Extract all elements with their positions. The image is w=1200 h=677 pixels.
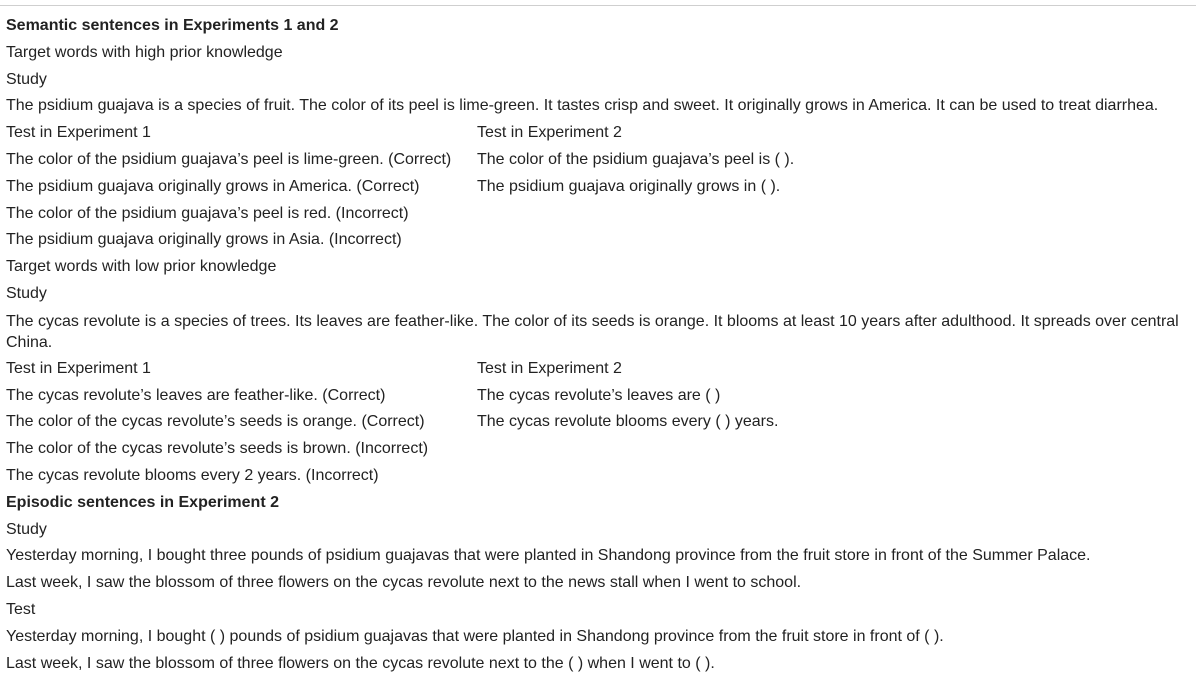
episodic-study-sentence-text: Yesterday morning, I bought three pounds of psidium guajavas that were planted in Shandong province from the fruit store in front of the Summer Palace. [6,547,1091,565]
exp1-test-sentence: The cycas revolute blooms every 2 years. (Incorrect) [6,466,379,484]
test-sentence-row [6,409,1192,436]
exp1-test-sentence: The color of the cycas revolute’s seeds is orange. (Correct) [6,413,425,431]
stimuli-table [6,13,1192,677]
section-heading [6,13,1192,40]
table-top-rule [0,5,1196,6]
test-sentence-row [6,201,1192,228]
exp1-test-sentence: The color of the psidium guajava’s peel is red. (Incorrect) [6,204,409,222]
test-sentence-row [6,383,1192,410]
section-heading-text: Semantic sentences in Experiments 1 and 2 [6,17,339,34]
phase-label [6,67,1192,94]
exp2-test-sentence: The color of the psidium guajava’s peel is ( ). [477,150,795,168]
study-sentence-text: The cycas revolute is a species of trees. Its leaves are feather-like. The color of its seeds is orange. It blooms at least 10 years after adulthood. It spreads over central China. [6,312,1179,351]
exp1-test-sentence: The psidium guajava originally grows in Asia. (Incorrect) [6,231,402,249]
test-exp2-label: Test in Experiment 2 [477,124,622,142]
exp2-test-sentence: The cycas revolute blooms every ( ) years. [477,413,779,431]
episodic-study-sentence [6,570,1192,597]
exp2-test-sentence: The cycas revolute’s leaves are ( ) [477,386,721,404]
test-sentence-row [6,463,1192,490]
phase-label-text: Study [6,520,47,538]
phase-label [6,597,1192,624]
section-heading [6,490,1192,517]
phase-label-text: Test [6,600,36,618]
phase-label [6,517,1192,544]
episodic-test-sentence-text: Yesterday morning, I bought ( ) pounds of psidium guajavas that were planted in Shandong province from the fruit store in front of ( ). [6,627,944,645]
exp1-test-sentence: The cycas revolute’s leaves are feather-like. (Correct) [6,386,386,404]
subsection-label [6,254,1192,281]
test-sentence-row [6,147,1192,174]
subsection-label-text: Target words with high prior knowledge [6,43,283,61]
test-sentence-row [6,174,1192,201]
test-exp1-label: Test in Experiment 1 [6,359,151,377]
test-sentence-row [6,436,1192,463]
test-header-row [6,120,1192,147]
test-header-row [6,356,1192,383]
test-exp2-label: Test in Experiment 2 [477,359,622,377]
episodic-test-sentence [6,624,1192,651]
exp1-test-sentence: The psidium guajava originally grows in America. (Correct) [6,177,420,195]
exp1-test-sentence: The color of the cycas revolute’s seeds is brown. (Incorrect) [6,440,429,458]
phase-label-text: Study [6,284,47,302]
phase-label [6,281,1192,308]
subsection-label [6,40,1192,67]
test-exp1-label: Test in Experiment 1 [6,124,151,142]
episodic-test-sentence-text: Last week, I saw the blossom of three flowers on the cycas revolute next to the ( ) when I went to ( ). [6,654,715,672]
section-heading-text: Episodic sentences in Experiment 2 [6,493,279,511]
episodic-study-sentence-text: Last week, I saw the blossom of three flowers on the cycas revolute next to the news stall when I went to school. [6,574,802,592]
test-sentence-row [6,227,1192,254]
exp2-test-sentence: The psidium guajava originally grows in ( ). [477,177,781,195]
phase-label-text: Study [6,70,47,88]
study-sentence-text: The psidium guajava is a species of fruit. The color of its peel is lime-green. It tastes crisp and sweet. It originally grows in America. It can be used to treat diarrhea. [6,97,1159,115]
episodic-test-sentence [6,651,1192,677]
exp1-test-sentence: The color of the psidium guajava’s peel is lime-green. (Correct) [6,150,452,168]
subsection-label-text: Target words with low prior knowledge [6,258,277,276]
study-sentence [6,308,1192,356]
study-sentence [6,93,1192,120]
episodic-study-sentence [6,543,1192,570]
